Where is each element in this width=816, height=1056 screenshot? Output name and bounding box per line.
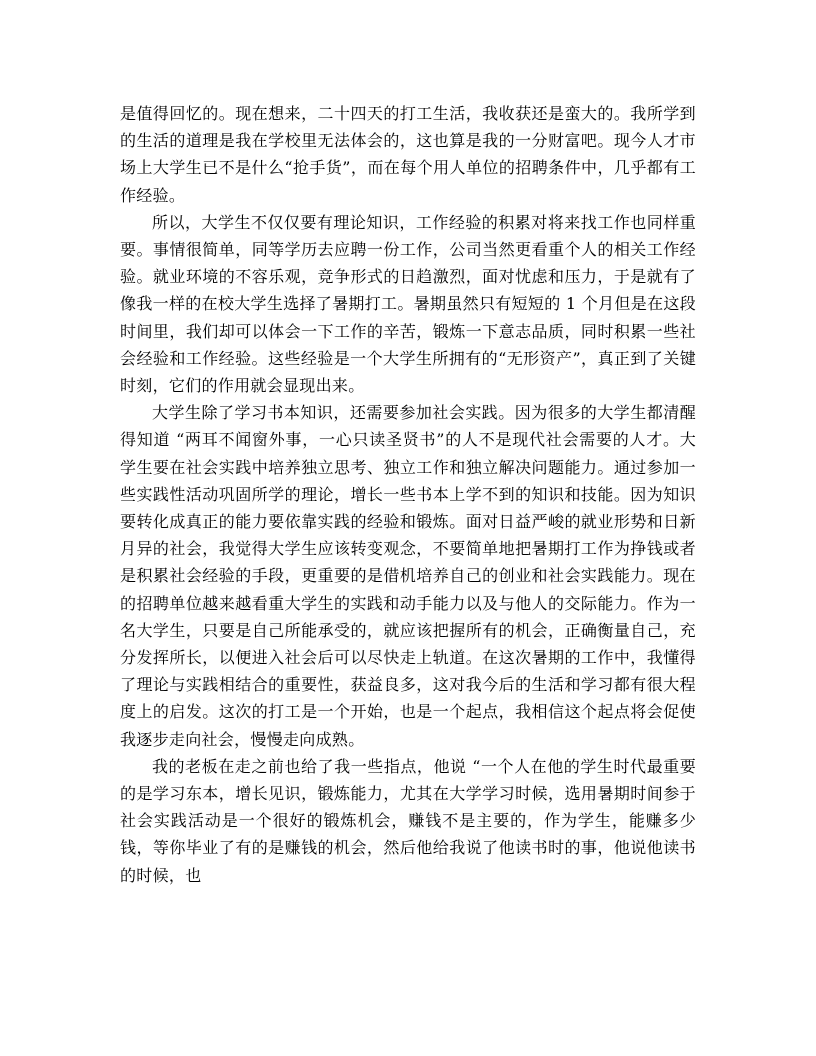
paragraph-4: 我的老板在走之前也给了我一些指点，他说 “一个人在他的学生时代最重要的是学习东本，增长见识，锻炼能力，尤其在大学学习时候，选用暑期时间参于社会实践活动是一个很好的锻炼机会，赚钱不是主要的，作为学生，能赚多少钱，等你毕业了有的是赚钱的机会，然后他给我说了他读书时的事，他说他读书的时候，也 — [120, 756, 696, 885]
paragraph-2: 所以，大学生不仅仅要有理论知识，工作经验的积累对将来找工作也同样重要。事情很简单，同等学历去应聘一份工作，公司当然更看重个人的相关工作经验。就业环境的不容乐观，竞争形式的日趋激烈，面对忧虑和压力，于是就有了像我一样的在校大学生选择了暑期打工。暑期虽然只有短短的 1 个月但是在这段时间里，我们却可以体会一下工作的辛苦，锻炼一下意志品质，同时积累一些社会经验和工作经验。这些经验是一个大学生所拥有的“无形资产”，真正到了关键时刻，它们的作用就会显现出来。 — [120, 212, 696, 396]
paragraph-1: 是值得回忆的。现在想来，二十四天的打工生活，我收获还是蛮大的。我所学到的生活的道理是我在学校里无法体会的，这也算是我的一分财富吧。现今人才市场上大学生已不是什么“抢手货”，而在每个用人单位的招聘条件中，几乎都有工作经验。 — [120, 104, 696, 205]
paragraph-3: 大学生除了学习书本知识，还需要参加社会实践。因为很多的大学生都清醒得知道 “两耳不闻窗外事，一心只读圣贤书”的人不是现代社会需要的人才。大学生要在社会实践中培养独立思考、独立工作和独立解决问题能力。通过参加一些实践性活动巩固所学的理论，增长一些书本上学不到的知识和技能。因为知识要转化成真正的能力要依靠实践的经验和锻炼。面对日益严峻的就业形势和日新月异的社会，我觉得大学生应该转变观念，不要简单地把暑期打工作为挣钱或者是积累社会经验的手段，更重要的是借机培养自己的创业和社会实践能力。现在的招聘单位越来越看重大学生的实践和动手能力以及与他人的交际能力。作为一名大学生，只要是自己所能承受的，就应该把握所有的机会，正确衡量自己，充分发挥所长，以便进入社会后可以尽快走上轨道。在这次暑期的工作中，我懂得了理论与实践相结合的重要性，获益良多，这对我今后的生活和学习都有很大程度上的启发。这次的打工是一个开始，也是一个起点，我相信这个起点将会促使我逐步走向社会，慢慢走向成熟。 — [120, 403, 696, 749]
document-body — [120, 100, 696, 889]
